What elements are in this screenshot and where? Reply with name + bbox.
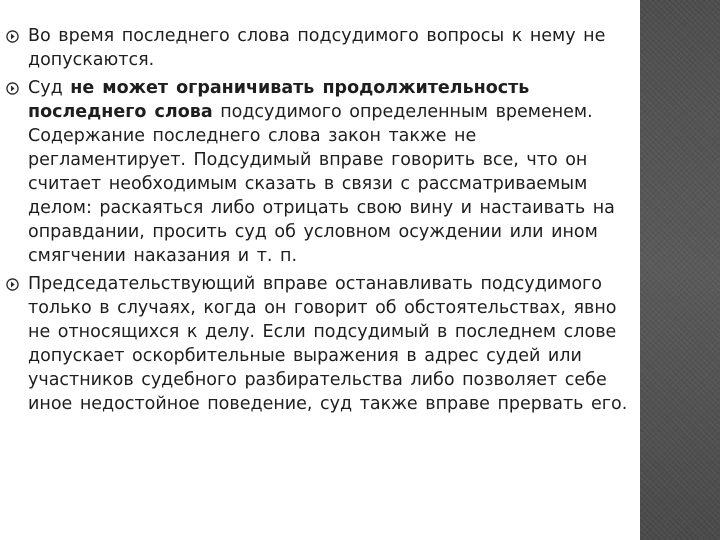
circle-chevron-right-icon [6, 30, 19, 43]
bullet-list [0, 24, 640, 420]
circle-chevron-right-icon [6, 278, 19, 291]
bullet-item-3 [0, 272, 640, 416]
bullet-text-prefix: Суд [28, 78, 71, 98]
bullet-item-2 [0, 76, 640, 268]
decorative-side-panel [640, 0, 720, 540]
bullet-text: Председательствующий вправе останавливать подсудимого только в случаях, когда он говорит об обстоятельствах, явно не относящихся к делу. Если подсудимый в последнем слове допускает оскорбительные выражения в адрес судей или участников судебного разбирательства либо позволяет себе иное недостойное поведение, суд также вправе прервать его. [28, 274, 628, 414]
bullet-text: Во время последнего слова подсудимого вопросы к нему не допускаются. [28, 26, 606, 70]
circle-chevron-right-icon [6, 82, 19, 95]
bullet-text-emphasis: не может ограничивать продолжительность последнего слова [28, 78, 530, 122]
bullet-text-suffix: подсудимого определенным временем. Содержание последнего слова закон также не регламентирует. Подсудимый вправе говорить все, что он считает необходимым сказать в связи с рассматриваемым делом: раскаяться либо отрицать свою вину и настаивать на оправдании, просить суд об условном осуждении или ином смягчении наказания и т. п. [28, 102, 615, 266]
bullet-item-1 [0, 24, 640, 72]
